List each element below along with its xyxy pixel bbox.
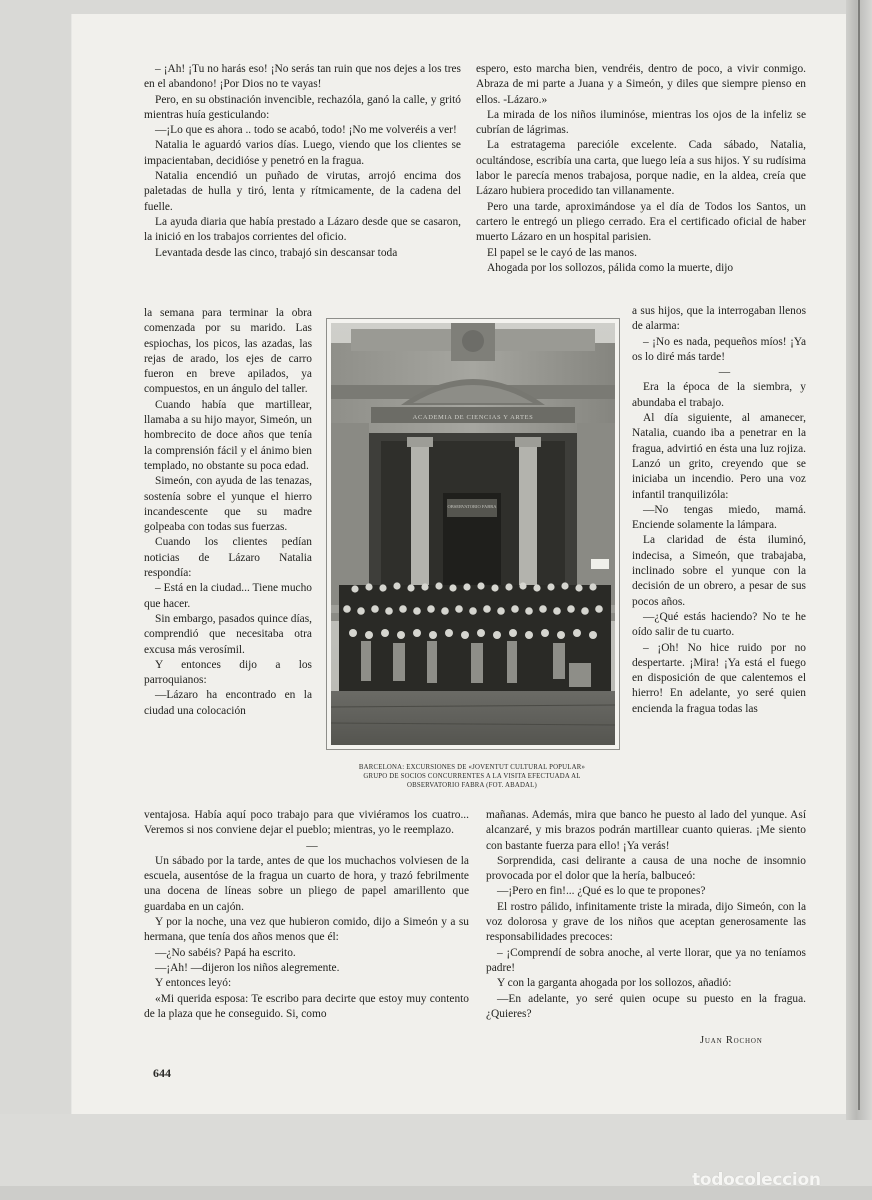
- paragraph: la semana para terminar la obra comenzada por su marido. Las espiochas, los picos, las azadas, las rejas de arado, los ejes de carro fueron en breve apilados, ya compuestos, en un ángulo del taller.: [144, 307, 312, 396]
- paragraph: —En adelante, yo seré quien ocupe su puesto en la fragua. ¿Quieres?: [486, 992, 806, 1020]
- paragraph: Y entonces leyó:: [155, 977, 232, 990]
- photo-illustration: [331, 323, 615, 745]
- paragraph: —¿No sabéis? Papá ha escrito.: [155, 946, 296, 959]
- paragraph: a sus hijos, que la interrogaban llenos de alarma:: [632, 305, 806, 333]
- paragraph: – ¡Ah! ¡Tu no harás eso! ¡No serás tan ruin que nos dejes a los tres en el abandono! ¡Por Dios no te vayas!: [144, 63, 461, 91]
- caption-line: OBSERVATORIO FABRA (FOT. ABADAL): [407, 782, 537, 790]
- text-column-left-top: [144, 62, 461, 261]
- paragraph: —No tengas miedo, mamá. Enciende solamente la lámpara.: [632, 503, 806, 532]
- paragraph: —¿Qué estás haciendo? No te he oído salir de tu cuarto.: [632, 610, 806, 639]
- door-sign: OBSERVATORIO FABRA: [447, 504, 497, 509]
- paragraph: Cuando había que martillear, llamaba a su hijo mayor, Simeón, un hombrecito de doce años que tenía la comprensión fácil y el ánimo bien templado, no obstante su poca edad.: [144, 398, 312, 472]
- paragraph: Un sábado por la tarde, antes de que los muchachos volviesen de la escuela, ausentóse de la fragua un cuarto de hora, y trazó febrilmente una docena de líneas sobre un pliego de papel amarillento que guardaba en un cajón.: [144, 854, 469, 913]
- photograph-observatory-group: [326, 318, 620, 750]
- paragraph: La estratagema parecióle excelente. Cada sábado, Natalia, ocultándose, escribía una carta, que luego leía a sus hijos. Y su rudísima labor le parecía menos trabajosa, porque nadie, en la aldea, creía que Lázaro hubiera procedido tan villanamente.: [476, 139, 806, 198]
- page-edge-line: [858, 0, 860, 1110]
- paragraph: Levantada desde las cinco, trabajó sin descansar toda: [155, 246, 398, 259]
- paragraph: La ayuda diaria que había prestado a Lázaro desde que se casaron, la inició en los trabajos corrientes del oficio.: [144, 215, 461, 244]
- text-column-right-bottom: [486, 808, 806, 1022]
- paragraph: Simeón, con ayuda de las tenazas, sostenía sobre el yunque el hierro incandescente que su madre golpeaba con todas sus fuerzas.: [144, 475, 312, 534]
- author-signature: Juan Rochon: [700, 1035, 763, 1046]
- text-column-left-narrow: [144, 306, 312, 719]
- paragraph: ventajosa. Había aquí poco trabajo para que viviéramos los cuatro... Veremos si nos conviene dejar el pueblo; mientras, yo le reemplazo.: [144, 809, 469, 837]
- paragraph: – Está en la ciudad... Tiene mucho que hacer.: [144, 582, 312, 610]
- text-column-right-top: [476, 62, 806, 276]
- paragraph: – ¡Comprendí de sobra anoche, al verte llorar, que ya no teníamos padre!: [486, 946, 806, 974]
- paragraph: Y por la noche, una vez que hubieron comido, dijo a Simeón y a su hermana, que tenía dos años menos que él:: [144, 916, 469, 944]
- paragraph: – ¡No es nada, pequeños míos! ¡Ya os lo diré más tarde!: [632, 335, 806, 363]
- paragraph: Natalia encendió un puñado de virutas, arrojó encima dos paletadas de hulla y tiró, lenta y rítmicamente, de la cadena del fuelle.: [144, 170, 461, 213]
- paragraph: Sin embargo, pasados quince días, comprendió que necesitaba otra excusa más verosímil.: [144, 612, 312, 656]
- building-inscription: ACADEMIA DE CIENCIAS Y ARTES: [412, 414, 534, 421]
- paragraph: La claridad de ésta iluminó, indecisa, a Simeón, que trabajaba, inclinado sobre el yunque con la decisión de un obrero, a pesar de sus pocos años.: [632, 534, 806, 608]
- paragraph: El papel se le cayó de las manos.: [487, 246, 637, 259]
- paragraph: Cuando los clientes pedían noticias de Lázaro Natalia respondía:: [144, 536, 312, 580]
- paragraph: —¡Lo que es ahora .. todo se acabó, todo! ¡No me volveréis a ver!: [155, 124, 457, 137]
- paragraph: Y con la garganta ahogada por los sollozos, añadió:: [497, 977, 732, 990]
- text-column-right-narrow: [632, 304, 806, 717]
- paragraph: Pero una tarde, aproximándose ya el día de Todos los Santos, un cartero le entregó un pliego cerrado. Era el certificado oficial de haber muerto Lázaro en un hospital parisien.: [476, 200, 806, 244]
- paragraph: mañanas. Además, mira que banco he puesto al lado del yunque. Así alcanzaré, y mis brazos podrán martillear cuanto quieras. ¡Me siento con bastante fuerza para ello! ¡Ya verás!: [486, 809, 806, 852]
- text-column-left-bottom: [144, 808, 469, 1022]
- page-number: 644: [153, 1066, 171, 1080]
- paragraph: Y entonces dijo a los parroquianos:: [144, 658, 312, 687]
- paragraph: – ¡Oh! No hice ruido por no despertarte. ¡Mira! ¡Ya está el fuego en disposición de que calentemos el hierro! En adelante, yo seré quien encienda la fragua todas las: [632, 641, 806, 715]
- paragraph: Al día siguiente, al amanecer, Natalia, cuando iba a penetrar en la fragua, advirtió en ésta una luz rojiza. Lanzó un grito, creyendo que se iniciaba un incendio. Pero una voz infantil tranquilizóla:: [632, 412, 806, 501]
- section-separator: —: [306, 839, 318, 852]
- paragraph: —Lázaro ha encontrado en la ciudad una colocación: [144, 689, 312, 717]
- paragraph: —¡Ah! —dijeron los niños alegremente.: [155, 961, 340, 974]
- paragraph: El rostro pálido, infinitamente triste la mirada, dijo Simeón, con la voz dolorosa y grave de los niños que aceptan generosamente las responsabilidades precoces:: [486, 900, 806, 944]
- paragraph: Era la época de la siembra, y abundaba el trabajo.: [632, 381, 806, 409]
- paragraph: La mirada de los niños iluminóse, mientras los ojos de la infeliz se cubrían de lágrimas.: [476, 108, 806, 137]
- paragraph: Ahogada por los sollozos, pálida como la muerte, dijo: [487, 261, 734, 274]
- paragraph: Natalia le aguardó varios días. Luego, viendo que los clientes se impacientaban, decidióse y penetró en la fragua.: [144, 139, 461, 167]
- section-separator: —: [718, 366, 731, 379]
- paragraph: «Mi querida esposa: Te escribo para decirte que estoy muy contento de la plaza que he conseguido. Si, como: [144, 992, 469, 1020]
- watermark-logo: todocoleccion: [692, 1170, 821, 1190]
- caption-line: BARCELONA: EXCURSIONES DE «JOVENTUT CULTURAL POPULAR»: [358, 764, 586, 771]
- photo-caption: [326, 763, 618, 791]
- paragraph: espero, esto marcha bien, vendréis, dentro de poco, a vivir conmigo. Abraza de mi parte a Juana y a Simeón, y diles que siempre pienso en ellos. -Lázaro.»: [476, 63, 806, 106]
- paragraph: —¡Pero en fin!... ¿Qué es lo que te propones?: [497, 885, 706, 898]
- paragraph: Sorprendida, casi delirante a causa de una noche de insomnio provocada por el dolor que la hería, balbuceó:: [486, 854, 806, 883]
- caption-line: GRUPO DE SOCIOS CONCURRENTES A LA VISITA EFECTUADA AL: [363, 773, 581, 781]
- paragraph: Pero, en su obstinación invencible, rechazóla, ganó la calle, y gritó mientras huía gesticulando:: [144, 93, 461, 121]
